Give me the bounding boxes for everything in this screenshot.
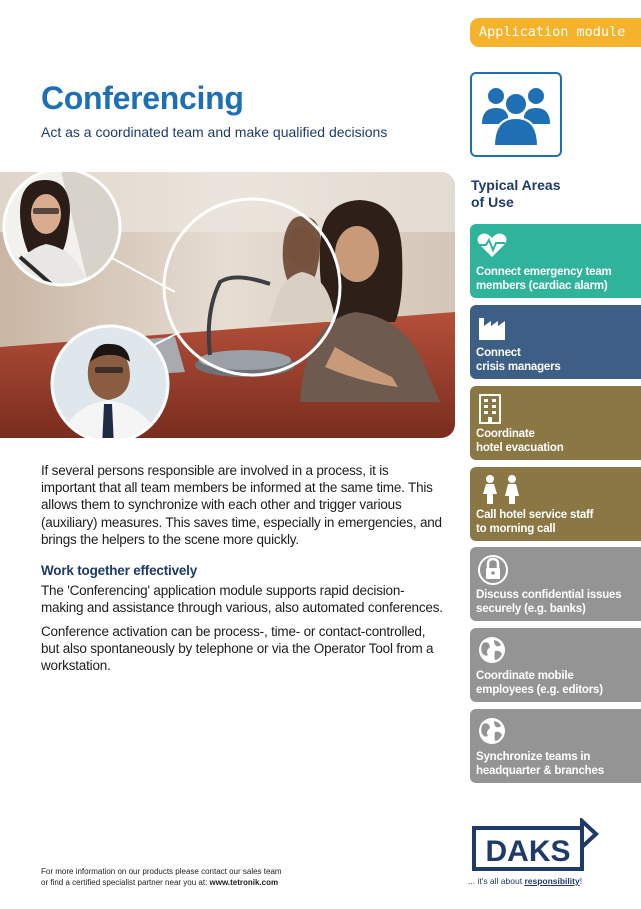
- factory-icon: [477, 312, 509, 342]
- intro-paragraph: If several persons responsible are involved in a process, it is important that all team members be informed at the same time. This allows them to synchronize with each other and trigger various (auxiliary) measures. This saves time, especially in emergencies, and brings the helpers to the scene more quickly.: [41, 463, 442, 547]
- heartbeat-icon: [477, 231, 507, 259]
- area-tile-mobile: [470, 628, 641, 702]
- area-label: Coordinate hotel evacuation: [476, 428, 564, 454]
- area-label: Connect crisis managers: [476, 347, 561, 373]
- footer-contact: [41, 866, 282, 888]
- conference-photo: [0, 172, 455, 438]
- area-label: Call hotel service staff to morning call: [476, 509, 594, 535]
- footer-line2-prefix: or find a certified specialist partner near you at:: [41, 878, 210, 887]
- logo-text: DAKS: [485, 835, 571, 868]
- people-group-icon: [470, 72, 562, 157]
- areas-title-line1: Typical Areas: [471, 177, 561, 193]
- page-subtitle: Act as a coordinated team and make qualified decisions: [41, 124, 388, 140]
- area-label: Connect emergency team members (cardiac alarm): [476, 266, 612, 292]
- areas-title-line2: of Use: [471, 194, 514, 210]
- slogan-suffix: !: [579, 876, 583, 886]
- slogan-prefix: ... it's all about: [468, 876, 525, 886]
- lock-icon: [477, 554, 509, 586]
- area-tile-confidential: [470, 547, 641, 621]
- footer-line2: [41, 877, 282, 888]
- area-tile-hotel-service: [470, 467, 641, 541]
- area-tile-crisis: [470, 305, 641, 379]
- areas-title: [471, 177, 561, 211]
- slogan: [468, 876, 582, 886]
- area-label: Coordinate mobile employees (e.g. editors): [476, 670, 603, 696]
- globe-icon: [477, 635, 507, 665]
- section-paragraph-1: The 'Conferencing' application module supports rapid decision-making and assistance through various, also automated conferences.: [41, 583, 443, 616]
- section-paragraph-2: Conference activation can be process-, time- or contact-controlled, but also spontaneously by telephone or via the Operator Tool from a workstation.: [41, 623, 434, 674]
- area-label: Synchronize teams in headquarter & branches: [476, 751, 604, 777]
- body-text: [41, 462, 446, 674]
- building-icon: [477, 393, 505, 425]
- globe-icon: [477, 716, 507, 746]
- section-heading: Work together effectively: [41, 563, 198, 579]
- footer-line1: For more information on our products please contact our sales team: [41, 867, 282, 876]
- footer-url-link[interactable]: www.tetronik.com: [209, 878, 279, 887]
- area-label: Discuss confidential issues securely (e.g. banks): [476, 589, 622, 615]
- slogan-emphasis: responsibility: [524, 876, 580, 886]
- area-tile-hotel-evacuation: [470, 386, 641, 460]
- application-module-badge: Application module: [470, 18, 641, 47]
- page-title: Conferencing: [41, 80, 244, 116]
- area-tile-synchronize: [470, 709, 641, 783]
- area-tile-emergency: [470, 224, 641, 298]
- people-pair-icon: [477, 474, 527, 506]
